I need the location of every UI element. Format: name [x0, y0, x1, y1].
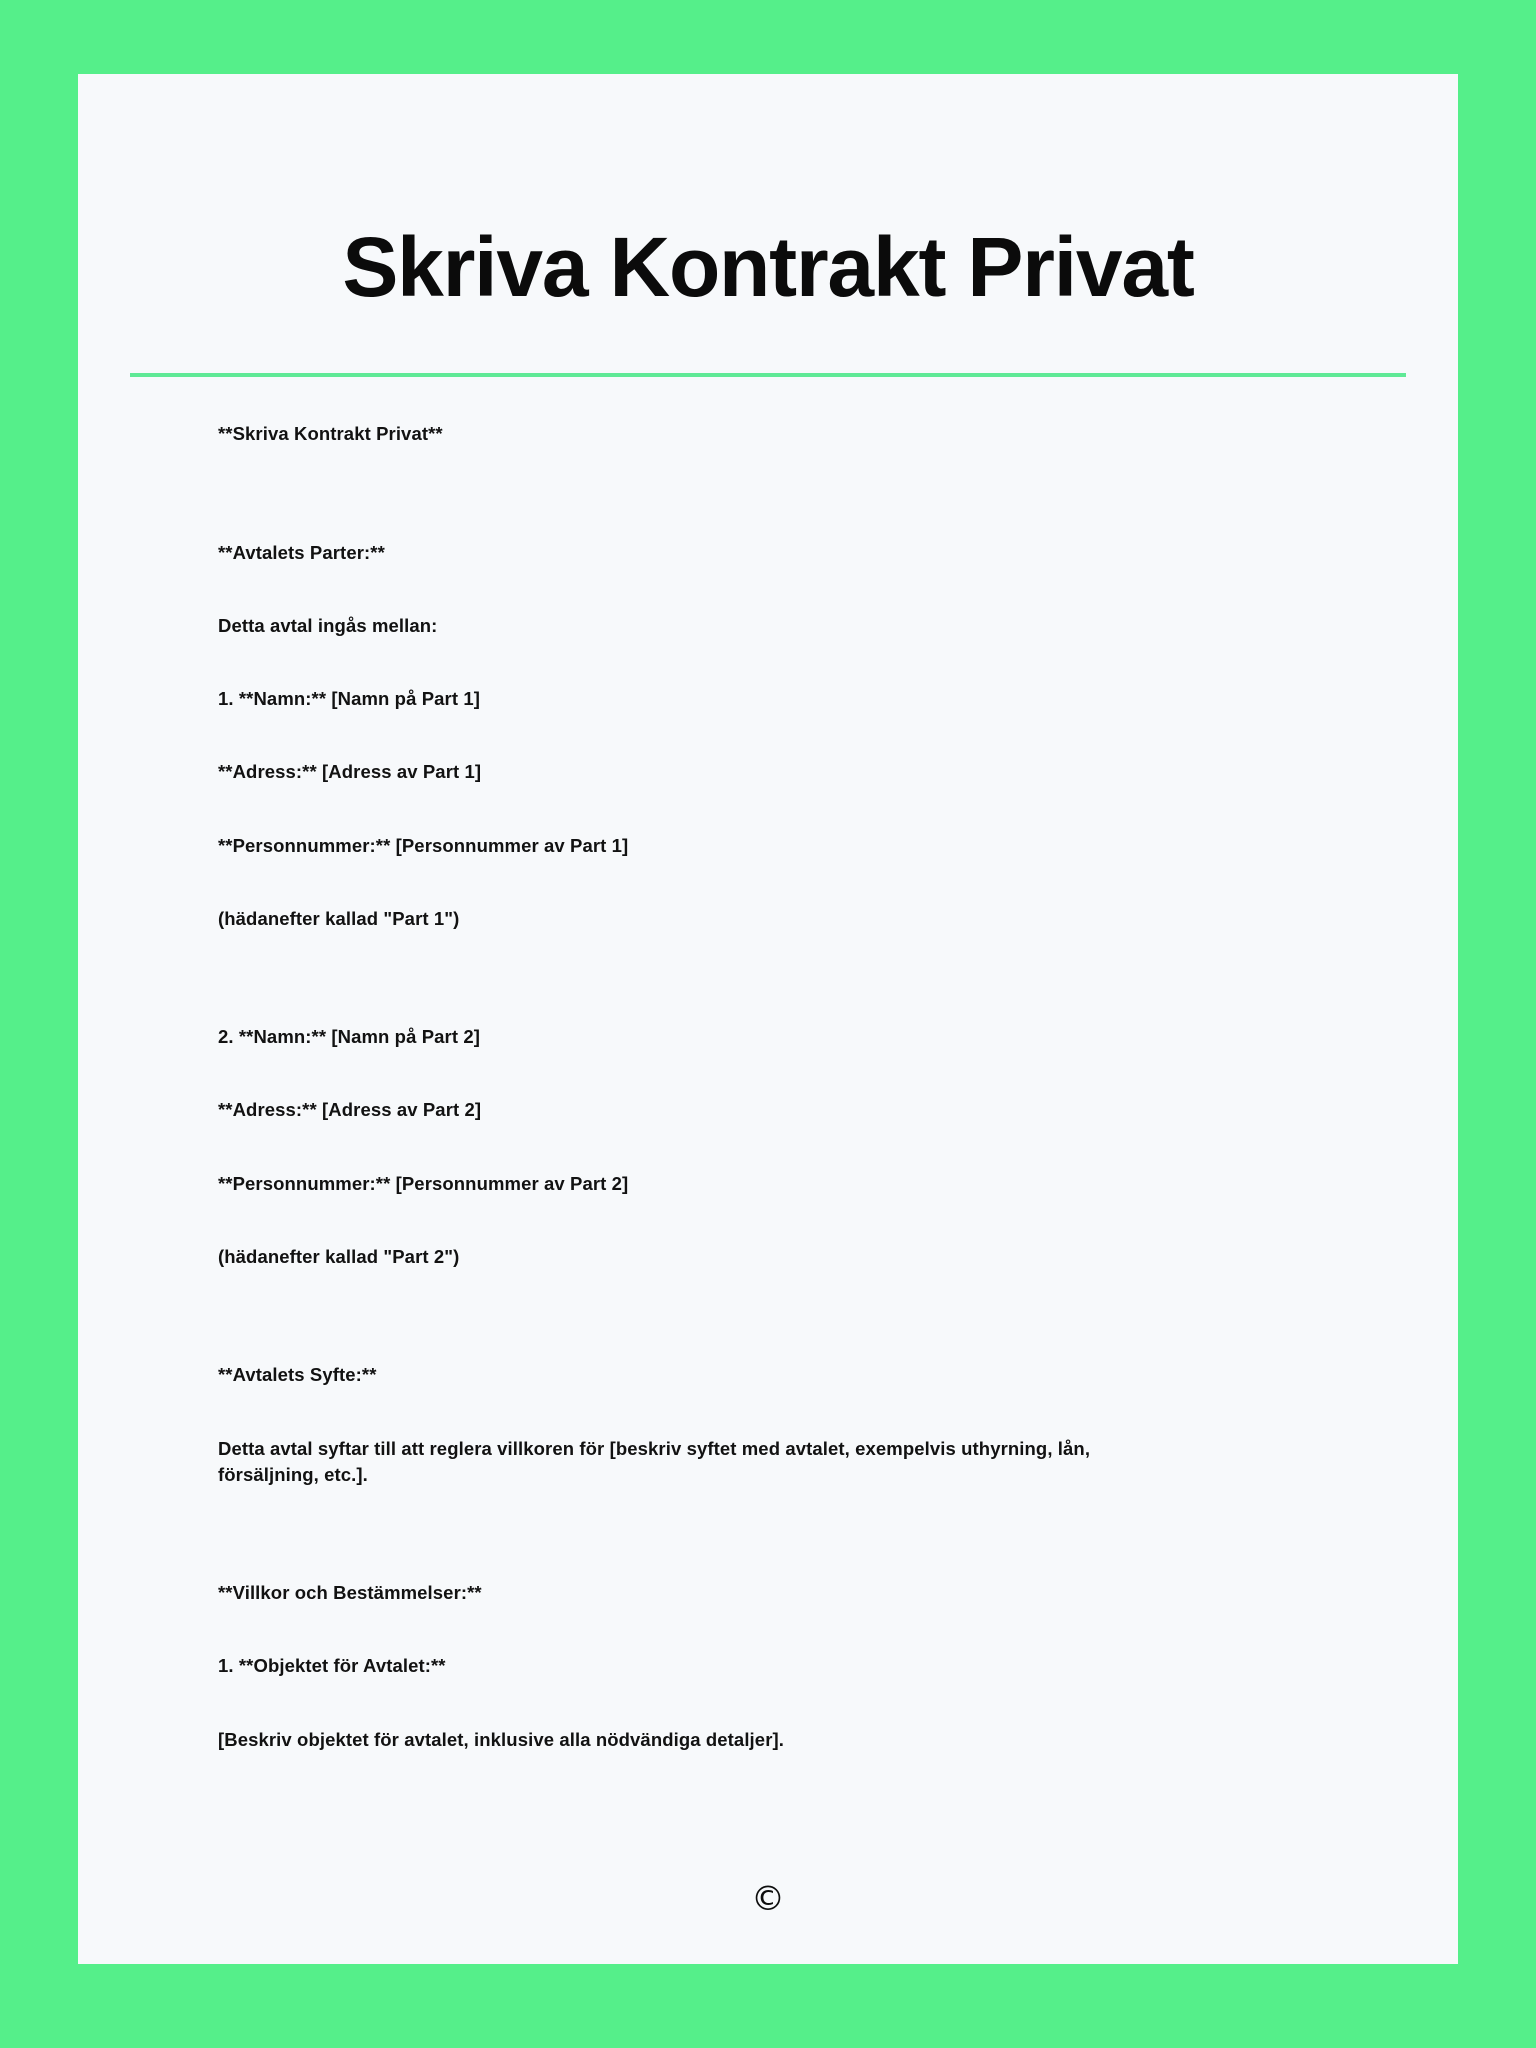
paragraph-object-heading: 1. **Objektet för Avtalet:** [218, 1655, 446, 1677]
title-block [78, 74, 1458, 377]
paragraph-party1-name: 1. **Namn:** [Namn på Part 1] [218, 688, 480, 710]
paragraph-party1-personal-number: **Personnummer:** [Personnummer av Part 1] [218, 834, 629, 856]
paragraph-party2-personal-number: **Personnummer:** [Personnummer av Part 2] [218, 1172, 629, 1194]
paragraph-parties-heading: **Avtalets Parter:** [218, 541, 385, 563]
paragraph-terms-heading: **Villkor och Bestämmelser:** [218, 1582, 482, 1604]
paragraph-object-body: [Beskriv objektet för avtalet, inklusive alla nödvändiga detaljer]. [218, 1728, 784, 1750]
document-body [78, 377, 1458, 1753]
paragraph-party1-alias: (hädanefter kallad "Part 1") [218, 907, 460, 929]
paragraph-party2-name: 2. **Namn:** [Namn på Part 2] [218, 1026, 480, 1048]
paragraph-doc-heading: **Skriva Kontrakt Privat** [218, 423, 443, 445]
paragraph-agreement-intro: Detta avtal ingås mellan: [218, 614, 438, 636]
paragraph-purpose-heading: **Avtalets Syfte:** [218, 1364, 377, 1386]
paragraph-purpose-body: Detta avtal syftar till att reglera villkoren för [beskriv syftet med avtalet, exempelvis uthyrning, lån, försäljning, etc.]. [218, 1437, 1091, 1485]
paragraph-party2-alias: (hädanefter kallad "Part 2") [218, 1246, 460, 1268]
copyright-icon: © [751, 1879, 785, 1919]
paragraph-party2-address: **Adress:** [Adress av Part 2] [218, 1099, 482, 1121]
footer [78, 1879, 1458, 1919]
page-title: Skriva Kontrakt Privat [342, 220, 1194, 314]
document-sheet [78, 74, 1458, 1964]
paragraph-party1-address: **Adress:** [Adress av Part 1] [218, 761, 482, 783]
document-sheet-inner [78, 74, 1458, 1964]
